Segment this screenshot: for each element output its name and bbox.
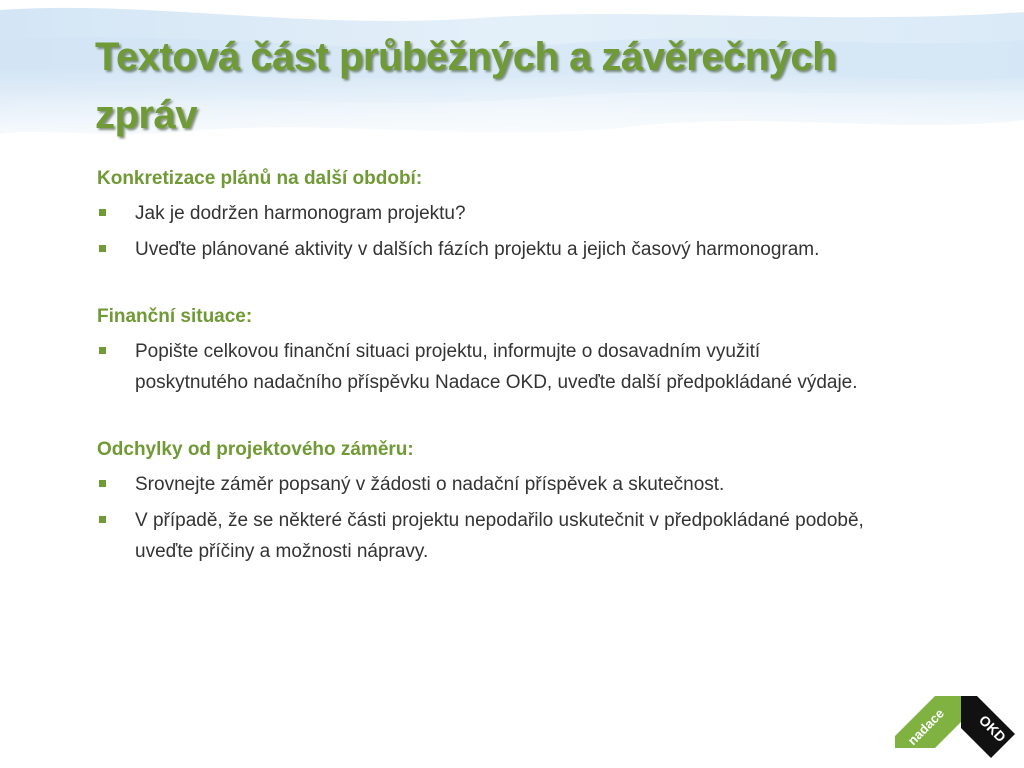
square-bullet-icon [99, 245, 106, 252]
bullet-text: V případě, že se některé části projektu nepodařilo uskutečnit v předpokládané podobě, uveďte příčiny a možnosti nápravy. [135, 510, 864, 562]
section-heading: Odchylky od projektového záměru: [97, 439, 414, 460]
bullet-text: Jak je dodržen harmonogram projektu? [135, 203, 466, 224]
section-heading: Finanční situace: [97, 306, 253, 327]
section-finance [97, 301, 877, 398]
square-bullet-icon [99, 347, 106, 354]
section-deviations [97, 434, 877, 567]
bullet-item [97, 505, 877, 567]
bullet-item [97, 198, 877, 229]
bullet-list [97, 336, 877, 398]
logo-text-nadace: nadace [904, 705, 947, 748]
slide-title: Textová část průběžných a závěrečných zpráv [95, 35, 837, 137]
bullet-list [97, 469, 877, 567]
bullet-list [97, 198, 877, 265]
square-bullet-icon [99, 516, 106, 523]
bullet-item [97, 234, 877, 265]
bullet-text: Srovnejte záměr popsaný v žádosti o nadační příspěvek a skutečnost. [135, 474, 725, 495]
square-bullet-icon [99, 480, 106, 487]
bullet-text: Uveďte plánované aktivity v dalších fázích projektu a jejich časový harmonogram. [135, 239, 820, 260]
slide-content [97, 163, 877, 603]
section-heading: Konkretizace plánů na další období: [97, 168, 423, 189]
square-bullet-icon [99, 209, 106, 216]
nadace-okd-logo [893, 690, 1017, 760]
section-plans [97, 163, 877, 265]
bullet-item [97, 336, 877, 398]
bullet-text: Popište celkovou finanční situaci projektu, informujte o dosavadním využití poskytnutého nadačního příspěvku Nadace OKD, uveďte další předpokládané výdaje. [135, 341, 858, 393]
logo-text-okd: OKD [975, 711, 1010, 746]
bullet-item [97, 469, 877, 500]
